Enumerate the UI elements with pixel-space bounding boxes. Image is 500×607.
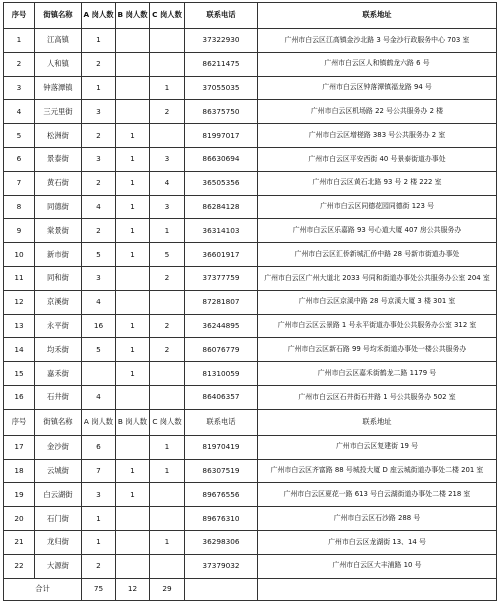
contact-address: 广州市白云区石沙路 288 号 xyxy=(258,507,497,531)
count-c: 2 xyxy=(150,266,185,290)
count-c xyxy=(150,52,185,76)
contact-address: 广州市白云区同德花园同德街 123 号 xyxy=(258,195,497,219)
header-name: 街镇名称 xyxy=(35,409,82,435)
street-name: 人和镇 xyxy=(35,52,82,76)
contact-address: 广州市白云区夏花一路 613 号白云湖街道办事处二楼 218 室 xyxy=(258,483,497,507)
count-a: 2 xyxy=(82,52,116,76)
count-b: 1 xyxy=(116,195,150,219)
contact-phone: 89676310 xyxy=(185,507,258,531)
header-no: 序号 xyxy=(4,409,35,435)
street-name: 三元里街 xyxy=(35,100,82,124)
count-a: 1 xyxy=(82,29,116,53)
street-name: 松洲街 xyxy=(35,124,82,148)
count-c xyxy=(150,362,185,386)
contact-phone: 81310059 xyxy=(185,362,258,386)
header-no: 序号 xyxy=(4,3,35,29)
header-phone: 联系电话 xyxy=(185,409,258,435)
count-a: 2 xyxy=(82,124,116,148)
row-number: 4 xyxy=(4,100,35,124)
count-a: 1 xyxy=(82,530,116,554)
contact-phone: 86211475 xyxy=(185,52,258,76)
count-c xyxy=(150,29,185,53)
table-row xyxy=(4,483,497,507)
street-name: 石井街 xyxy=(35,385,82,409)
count-c: 2 xyxy=(150,338,185,362)
street-name: 景泰街 xyxy=(35,147,82,171)
count-a: 5 xyxy=(82,338,116,362)
street-name: 金沙街 xyxy=(35,435,82,459)
street-name: 白云湖街 xyxy=(35,483,82,507)
count-a: 1 xyxy=(82,76,116,100)
contact-phone: 86375750 xyxy=(185,100,258,124)
count-a: 16 xyxy=(82,314,116,338)
table-row xyxy=(4,435,497,459)
count-a: 4 xyxy=(82,290,116,314)
contact-address: 广州市白云区钟落潭镇福龙路 94 号 xyxy=(258,76,497,100)
table-row xyxy=(4,147,497,171)
count-c: 4 xyxy=(150,171,185,195)
recruitment-table-page xyxy=(3,2,496,602)
street-name: 嘉禾街 xyxy=(35,362,82,386)
row-number: 20 xyxy=(4,507,35,531)
table-row xyxy=(4,219,497,243)
count-c xyxy=(150,124,185,148)
contact-address: 广州市白云区人和镇鹤龙六路 6 号 xyxy=(258,52,497,76)
count-a: 4 xyxy=(82,385,116,409)
header-a: A 岗人数 xyxy=(82,3,116,29)
count-b: 1 xyxy=(116,124,150,148)
count-a: 7 xyxy=(82,459,116,483)
total-address-empty xyxy=(258,578,497,600)
contact-address: 广州市白云区大丰浦路 10 号 xyxy=(258,554,497,578)
total-a: 75 xyxy=(82,578,116,600)
table-header-row xyxy=(4,3,497,29)
count-c xyxy=(150,290,185,314)
row-number: 1 xyxy=(4,29,35,53)
table-row xyxy=(4,243,497,267)
street-recruitment-table xyxy=(3,2,497,601)
header-address: 联系地址 xyxy=(258,3,497,29)
count-c: 1 xyxy=(150,219,185,243)
street-name: 黄石街 xyxy=(35,171,82,195)
header-address: 联系地址 xyxy=(258,409,497,435)
count-c: 1 xyxy=(150,435,185,459)
table-row xyxy=(4,266,497,290)
table-row xyxy=(4,52,497,76)
row-number: 19 xyxy=(4,483,35,507)
row-number: 21 xyxy=(4,530,35,554)
count-b: 1 xyxy=(116,243,150,267)
contact-address: 广州市白云区复建街 19 号 xyxy=(258,435,497,459)
count-c: 5 xyxy=(150,243,185,267)
count-b: 1 xyxy=(116,459,150,483)
contact-address: 广州市白云区龙湖街 13、14 号 xyxy=(258,530,497,554)
count-b xyxy=(116,435,150,459)
contact-phone: 86284128 xyxy=(185,195,258,219)
contact-address: 广州市白云区广州大道北 2033 号同和街道办事处公共服务办公室 204 室 xyxy=(258,266,497,290)
count-a: 1 xyxy=(82,507,116,531)
table-header-row-repeat xyxy=(4,409,497,435)
contact-address: 广州市白云区乐嘉路 93 号心道大厦 407 房公共服务办 xyxy=(258,219,497,243)
count-c: 3 xyxy=(150,147,185,171)
table-row xyxy=(4,385,497,409)
row-number: 14 xyxy=(4,338,35,362)
contact-phone: 86076779 xyxy=(185,338,258,362)
table-row xyxy=(4,314,497,338)
table-row xyxy=(4,29,497,53)
street-name: 大源街 xyxy=(35,554,82,578)
count-b: 1 xyxy=(116,147,150,171)
street-name: 同德街 xyxy=(35,195,82,219)
contact-phone: 37377759 xyxy=(185,266,258,290)
count-c: 1 xyxy=(150,530,185,554)
contact-phone: 36505356 xyxy=(185,171,258,195)
count-c: 1 xyxy=(150,76,185,100)
street-name: 永平街 xyxy=(35,314,82,338)
contact-phone: 81997017 xyxy=(185,124,258,148)
count-b xyxy=(116,29,150,53)
total-row xyxy=(4,578,497,600)
header-name: 街镇名称 xyxy=(35,3,82,29)
count-a: 3 xyxy=(82,147,116,171)
count-b: 1 xyxy=(116,171,150,195)
table-row xyxy=(4,100,497,124)
count-c xyxy=(150,483,185,507)
street-name: 石门街 xyxy=(35,507,82,531)
contact-address: 广州市白云区机场路 22 号公共服务办 2 楼 xyxy=(258,100,497,124)
row-number: 6 xyxy=(4,147,35,171)
row-number: 17 xyxy=(4,435,35,459)
count-a: 2 xyxy=(82,171,116,195)
row-number: 22 xyxy=(4,554,35,578)
row-number: 15 xyxy=(4,362,35,386)
contact-phone: 86307519 xyxy=(185,459,258,483)
table-row xyxy=(4,362,497,386)
contact-address: 广州市白云区平安西街 40 号景泰街道办事处 xyxy=(258,147,497,171)
count-a: 2 xyxy=(82,219,116,243)
table-row xyxy=(4,171,497,195)
contact-phone: 87281807 xyxy=(185,290,258,314)
total-phone-empty xyxy=(185,578,258,600)
table-row xyxy=(4,338,497,362)
row-number: 8 xyxy=(4,195,35,219)
contact-phone: 36244895 xyxy=(185,314,258,338)
count-b xyxy=(116,530,150,554)
row-number: 2 xyxy=(4,52,35,76)
count-b xyxy=(116,76,150,100)
contact-address: 广州市白云区嘉禾街鹤龙二路 1179 号 xyxy=(258,362,497,386)
street-name: 钟落潭镇 xyxy=(35,76,82,100)
count-a: 6 xyxy=(82,435,116,459)
count-c: 2 xyxy=(150,100,185,124)
count-c xyxy=(150,385,185,409)
contact-address: 广州市白云区黄石北路 93 号 2 楼 222 室 xyxy=(258,171,497,195)
contact-phone: 81970419 xyxy=(185,435,258,459)
row-number: 7 xyxy=(4,171,35,195)
count-b: 1 xyxy=(116,362,150,386)
count-c xyxy=(150,554,185,578)
count-b: 1 xyxy=(116,338,150,362)
street-name: 均禾街 xyxy=(35,338,82,362)
contact-address: 广州市白云区汇侨新城汇侨中路 28 号新市街道办事处 xyxy=(258,243,497,267)
total-c: 29 xyxy=(150,578,185,600)
contact-address: 广州市白云区石井街石井路 1 号公共服务办 502 室 xyxy=(258,385,497,409)
table-row xyxy=(4,124,497,148)
count-b: 1 xyxy=(116,314,150,338)
street-name: 龙归街 xyxy=(35,530,82,554)
count-b: 1 xyxy=(116,219,150,243)
contact-address: 广州市白云区新石路 99 号均禾街道办事处一楼公共服务办 xyxy=(258,338,497,362)
count-c xyxy=(150,507,185,531)
count-a: 3 xyxy=(82,266,116,290)
table-row xyxy=(4,290,497,314)
contact-address: 广州市白云区云景路 1 号永平街道办事处公共服务办公室 312 室 xyxy=(258,314,497,338)
count-b xyxy=(116,100,150,124)
table-row xyxy=(4,554,497,578)
street-name: 同和街 xyxy=(35,266,82,290)
street-name: 新市街 xyxy=(35,243,82,267)
contact-phone: 36298306 xyxy=(185,530,258,554)
contact-phone: 37379032 xyxy=(185,554,258,578)
count-b xyxy=(116,290,150,314)
count-b: 1 xyxy=(116,483,150,507)
row-number: 5 xyxy=(4,124,35,148)
row-number: 11 xyxy=(4,266,35,290)
row-number: 18 xyxy=(4,459,35,483)
table-row xyxy=(4,76,497,100)
table-row xyxy=(4,195,497,219)
count-a: 3 xyxy=(82,100,116,124)
row-number: 16 xyxy=(4,385,35,409)
contact-address: 广州市白云区京溪中路 28 号京溪大厦 3 楼 301 室 xyxy=(258,290,497,314)
header-c: C 岗人数 xyxy=(150,3,185,29)
count-c: 3 xyxy=(150,195,185,219)
header-b: B 岗人数 xyxy=(116,409,150,435)
count-a: 3 xyxy=(82,483,116,507)
contact-address: 广州市白云区增槎路 383 号公共服务办 2 室 xyxy=(258,124,497,148)
contact-phone: 36314103 xyxy=(185,219,258,243)
table-row xyxy=(4,459,497,483)
header-a: A 岗人数 xyxy=(82,409,116,435)
count-a: 4 xyxy=(82,195,116,219)
count-c: 1 xyxy=(150,459,185,483)
street-name: 棠景街 xyxy=(35,219,82,243)
contact-phone: 86630694 xyxy=(185,147,258,171)
row-number: 3 xyxy=(4,76,35,100)
count-b xyxy=(116,507,150,531)
count-b xyxy=(116,266,150,290)
contact-address: 广州市白云区江高镇金沙北路 3 号金沙行政服务中心 703 室 xyxy=(258,29,497,53)
count-b xyxy=(116,385,150,409)
row-number: 10 xyxy=(4,243,35,267)
contact-address: 广州市白云区齐富路 88 号城投大厦 D 座云城街道办事处二楼 201 室 xyxy=(258,459,497,483)
count-c: 2 xyxy=(150,314,185,338)
header-b: B 岗人数 xyxy=(116,3,150,29)
row-number: 9 xyxy=(4,219,35,243)
row-number: 12 xyxy=(4,290,35,314)
contact-phone: 37322930 xyxy=(185,29,258,53)
street-name: 京溪街 xyxy=(35,290,82,314)
count-a: 2 xyxy=(82,554,116,578)
count-b xyxy=(116,554,150,578)
header-c: C 岗人数 xyxy=(150,409,185,435)
count-a: 5 xyxy=(82,243,116,267)
count-b xyxy=(116,52,150,76)
contact-phone: 89676556 xyxy=(185,483,258,507)
street-name: 云城街 xyxy=(35,459,82,483)
header-phone: 联系电话 xyxy=(185,3,258,29)
row-number: 13 xyxy=(4,314,35,338)
total-label: 合计 xyxy=(4,578,82,600)
total-b: 12 xyxy=(116,578,150,600)
street-name: 江高镇 xyxy=(35,29,82,53)
contact-phone: 37055035 xyxy=(185,76,258,100)
table-row xyxy=(4,507,497,531)
contact-phone: 36601917 xyxy=(185,243,258,267)
contact-phone: 86406357 xyxy=(185,385,258,409)
count-a xyxy=(82,362,116,386)
table-row xyxy=(4,530,497,554)
